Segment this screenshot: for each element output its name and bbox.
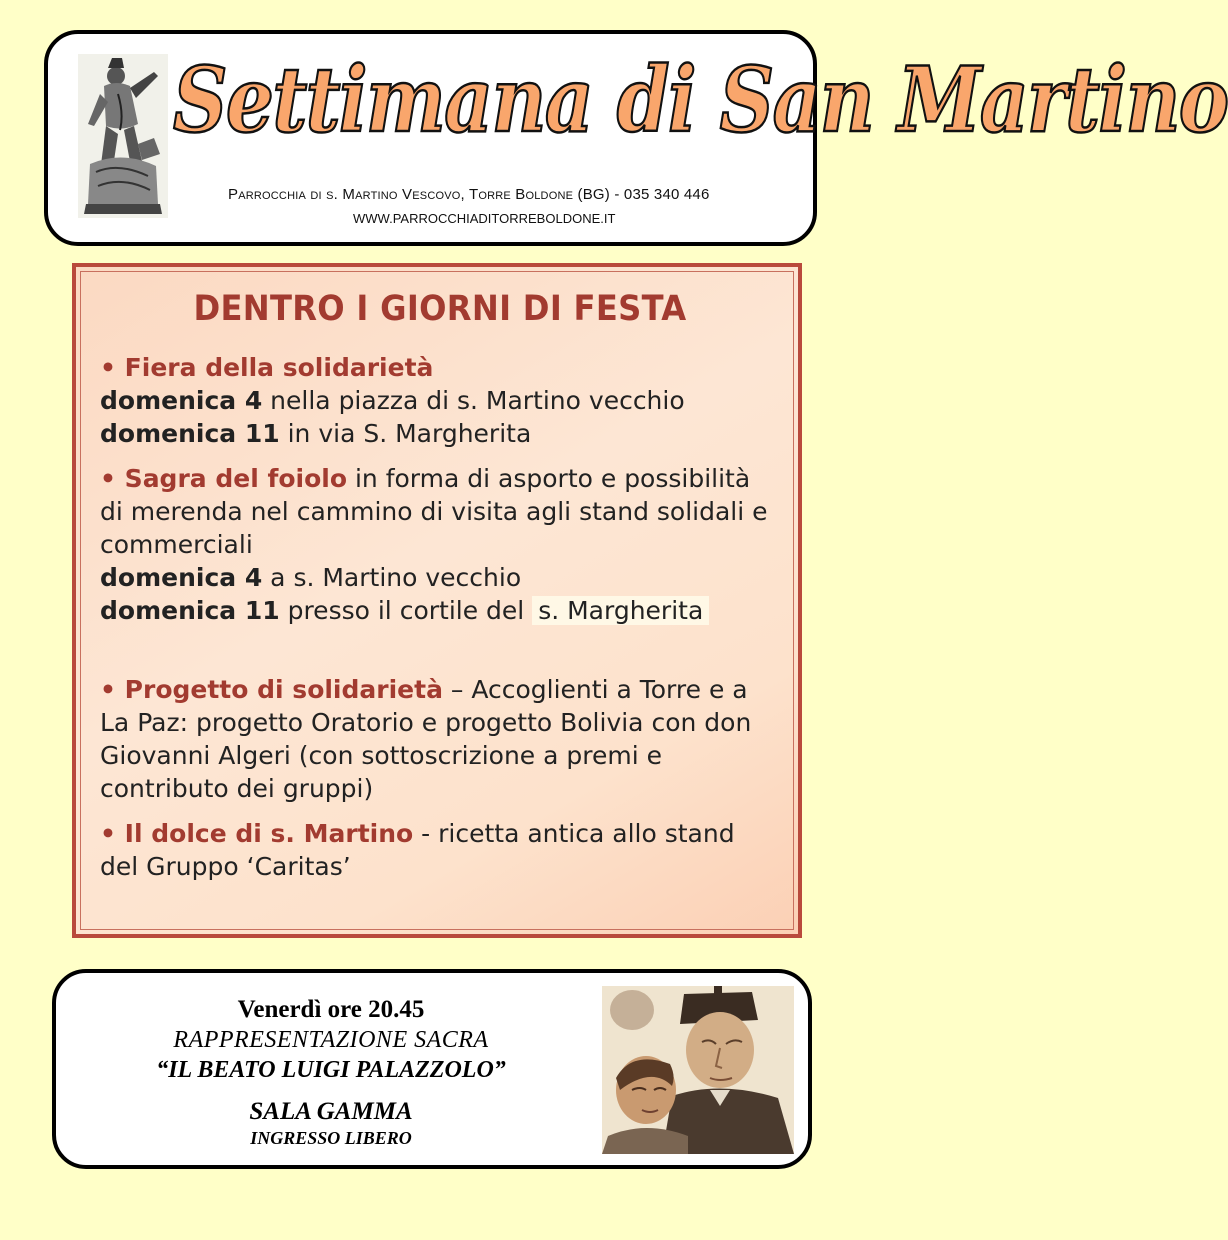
- item-detail: a s. Martino vecchio: [262, 563, 522, 592]
- festa-title: DENTRO I GIORNI DI FESTA: [193, 289, 687, 329]
- spacer: [100, 639, 780, 673]
- festa-item-dolce: [100, 817, 780, 883]
- item-date: domenica 4: [100, 563, 263, 592]
- festa-box: [72, 263, 802, 938]
- event-box: [52, 969, 812, 1169]
- event-type: RAPPRESENTAZIONE SACRA: [173, 1027, 489, 1053]
- item-heading: • Progetto di solidarietà: [100, 675, 443, 704]
- festa-item-fiera: [100, 351, 780, 450]
- page-title: Settimana di San Martino: [173, 47, 1228, 153]
- event-venue: SALA GAMMA: [249, 1098, 413, 1125]
- website-link[interactable]: WWW.PARROCCHIADITORREBOLDONE.IT: [353, 211, 616, 226]
- item-description: – Accoglienti a Torre e a La Paz: progetto Oratorio e progetto Bolivia con don Giovanni Algeri (con sottoscrizione a premi e contributo dei gruppi): [100, 675, 752, 803]
- festa-content: [100, 287, 780, 895]
- item-heading: • Fiera della solidarietà: [100, 353, 434, 382]
- item-description: in forma di asporto e possibilità di merenda nel cammino di visita agli stand solidali e commerciali: [100, 464, 768, 559]
- event-title: “IL BEATO LUIGI PALAZZOLO”: [156, 1057, 506, 1083]
- item-heading: • Il dolce di s. Martino: [100, 819, 414, 848]
- item-heading: • Sagra del foiolo: [100, 464, 348, 493]
- event-time: Venerdì ore 20.45: [237, 996, 425, 1023]
- item-detail-addendum: s. Margherita: [532, 596, 709, 625]
- header-box: [44, 30, 1228, 246]
- item-description: - ricetta antica allo stand del Gruppo ‘Caritas’: [100, 819, 735, 881]
- festa-item-progetto: [100, 673, 780, 805]
- festa-item-sagra: [100, 462, 780, 627]
- item-detail: nella piazza di s. Martino vecchio: [262, 386, 685, 415]
- item-date: domenica 11: [100, 596, 280, 625]
- parish-contact-line: Parrocchia di s. Martino Vescovo, Torre Boldone (BG) - 035 340 446: [228, 186, 710, 203]
- beato-luigi-palazzolo-portrait-icon: [602, 986, 794, 1154]
- event-details: [116, 995, 546, 1149]
- item-date: domenica 11: [100, 419, 280, 448]
- event-entry: INGRESSO LIBERO: [250, 1128, 412, 1148]
- item-date: domenica 4: [100, 386, 263, 415]
- item-detail: in via S. Margherita: [279, 419, 532, 448]
- item-detail: presso il cortile del: [279, 596, 525, 625]
